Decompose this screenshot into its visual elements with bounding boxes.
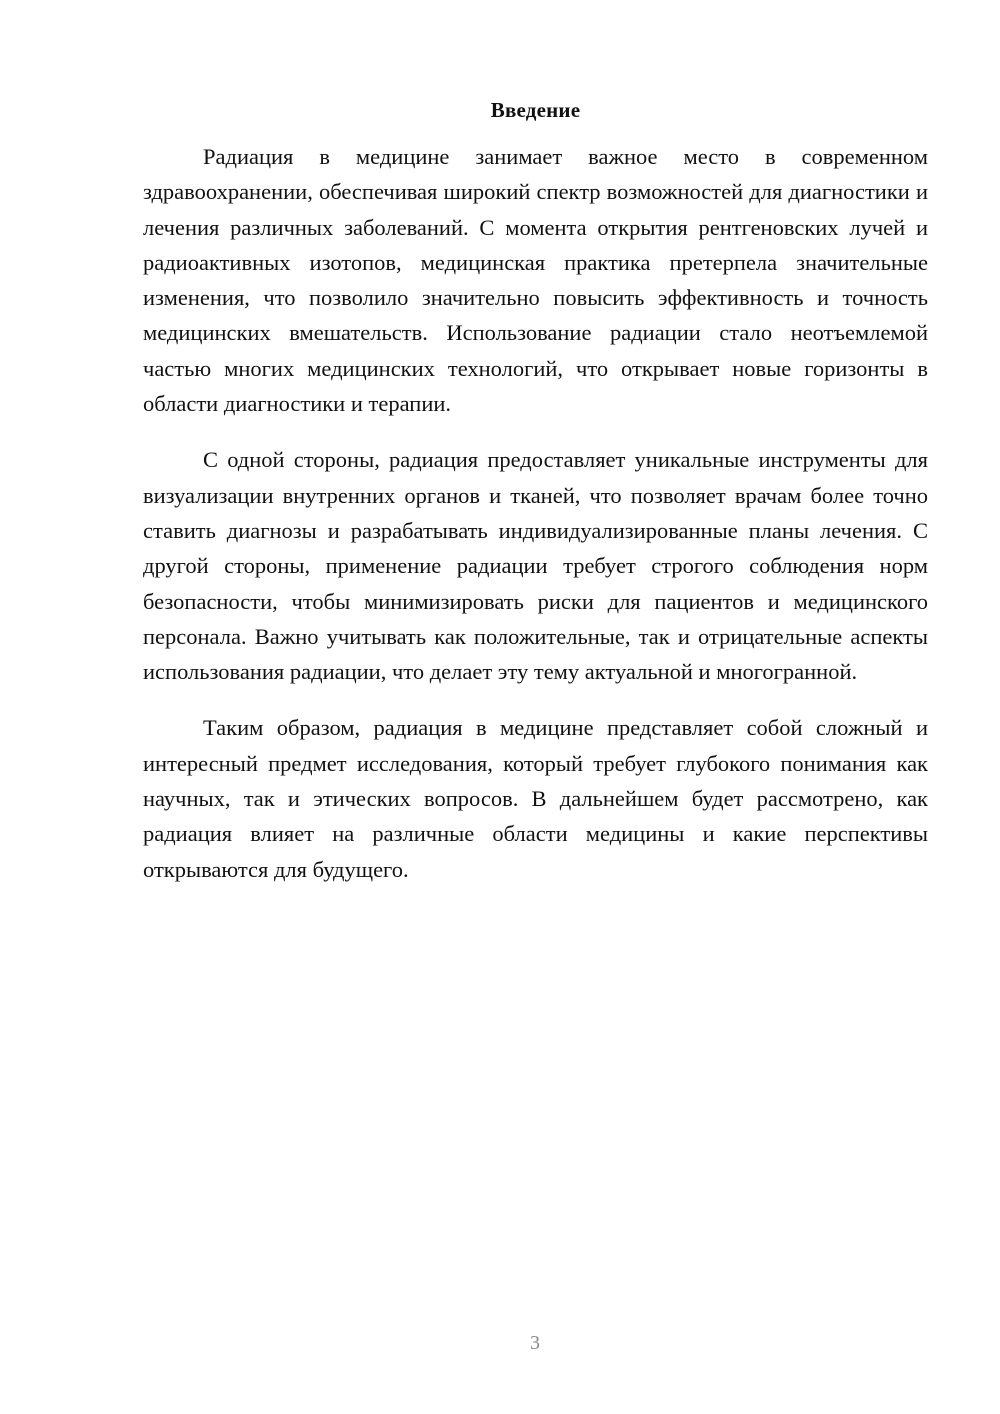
section-heading: Введение <box>490 98 581 122</box>
paragraph-3: Таким образом, радиация в медицине представляет собой сложный и интересный предмет исследования, который требует глубокого понимания как научных, так и этических вопросов. В дальнейшем будет рассмотрено, как радиация влияет на различные области медицины и какие перспективы открываются для будущего. <box>143 715 928 882</box>
paragraph-1: Радиация в медицине занимает важное место в современном здравоохранении, обеспечивая широкий спектр возможностей для диагностики и лечения различных заболеваний. С момента открытия рентгеновских лучей и радиоактивных изотопов, медицинская практика претерпела значительные изменения, что позволило значительно повысить эффективность и точность медицинских вмешательств. Использование радиации стало неотъемлемой частью многих медицинских технологий, что открывает новые горизонты в области диагностики и терапии. <box>143 144 928 417</box>
page-number: 3 <box>530 1332 540 1354</box>
page-content <box>143 95 928 908</box>
paragraph-2: С одной стороны, радиация предоставляет уникальные инструменты для визуализации внутренних органов и тканей, что позволяет врачам более точно ставить диагнозы и разрабатывать индивидуализированные планы лечения. С другой стороны, применение радиации требует строгого соблюдения норм безопасности, чтобы минимизировать риски для пациентов и медицинского персонала. Важно учитывать как положительные, так и отрицательные аспекты использования радиации, что делает эту тему актуальной и многогранной. <box>143 447 928 685</box>
